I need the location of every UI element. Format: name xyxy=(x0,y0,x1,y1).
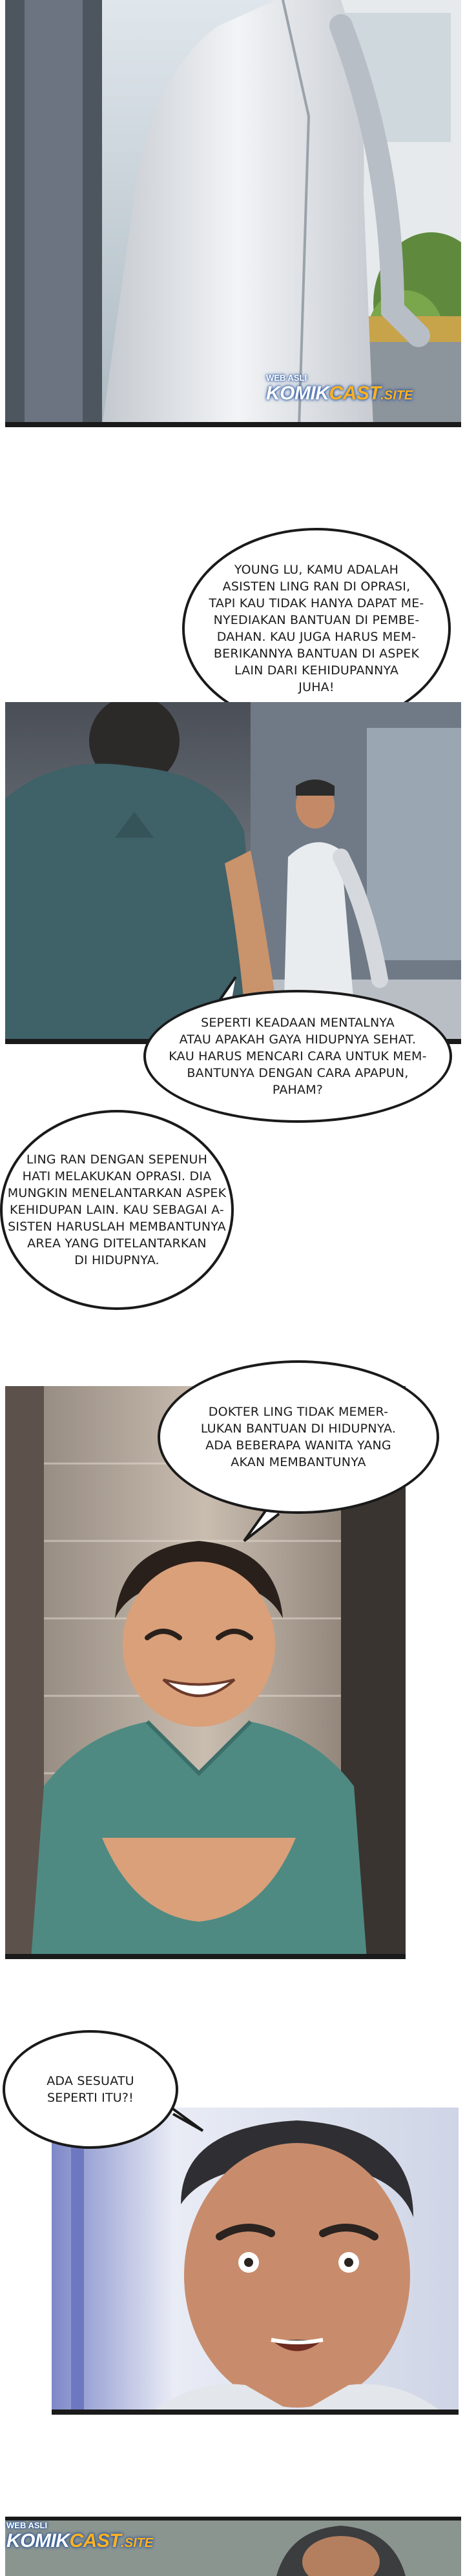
speech-bubble-5 xyxy=(3,2030,178,2149)
watermark-top-brand-left: KOMIK xyxy=(266,383,329,404)
watermark-bottom-prefix: WEB ASLI xyxy=(6,2521,48,2530)
watermark-bottom xyxy=(6,2521,200,2552)
panel-doctor-surprised-art xyxy=(52,2108,459,2415)
speech-bubble-3 xyxy=(0,1110,234,1310)
speech-bubble-4-text: DOKTER LING TIDAK MEMER- LUKAN BANTUAN DI HIDUPNYA. ADA BEBERAPA WANITA YANG AKAN MEMBANTUNYA xyxy=(200,1405,397,1469)
speech-bubble-5-text: ADA SESUATU SEPERTI ITU?! xyxy=(46,2074,134,2105)
speech-bubble-1-text: YOUNG LU, KAMU ADALAH ASISTEN LING RAN DI OPRASI, TAPI KAU TIDAK HANYA DAPAT ME- NYEDIAKAN BANTUAN DI PEMBE- DAHAN. KAU JUGA HARUS MEM- BERIKANNYA BANTUAN DI ASPEK LAIN DARI KEHIDUPANNYA JUHA! xyxy=(209,563,424,694)
panel-doctor-back-art xyxy=(5,0,461,427)
speech-bubble-3-text: LING RAN DENGAN SEPENUH HATI MELAKUKAN OPRASI. DIA MUNGKIN MENELANTARKAN ASPEK KEHIDUPAN LAIN. KAU SEBAGAI A- SISTEN HARUSLAH MEMBANTUNYA AREA YANG DITELANTARKAN DI HIDUPNYA. xyxy=(7,1152,227,1267)
panel-doctor-back xyxy=(5,0,461,427)
watermark-bottom-brand-right: CAST xyxy=(69,2530,121,2551)
speech-bubble-1 xyxy=(182,528,451,729)
speech-bubble-4 xyxy=(158,1360,439,1514)
watermark-top-prefix: WEB ASLI xyxy=(266,373,307,383)
speech-bubble-2-text: SEPERTI KEADAAN MENTALNYA ATAU APAKAH GAYA HIDUPNYA SEHAT. KAU HARUS MENCARI CARA UNTUK MEM- BANTUNYA DENGAN CARA APAPUN, PAHAM? xyxy=(169,1016,427,1097)
watermark-top xyxy=(266,373,460,405)
watermark-top-suffix: .SITE xyxy=(380,388,413,403)
speech-bubble-2 xyxy=(143,990,452,1123)
watermark-bottom-brand-left: KOMIK xyxy=(6,2530,70,2551)
watermark-top-brand-right: CAST xyxy=(329,383,381,404)
panel-doctor-surprised xyxy=(52,2108,459,2415)
watermark-bottom-suffix: .SITE xyxy=(121,2536,154,2550)
